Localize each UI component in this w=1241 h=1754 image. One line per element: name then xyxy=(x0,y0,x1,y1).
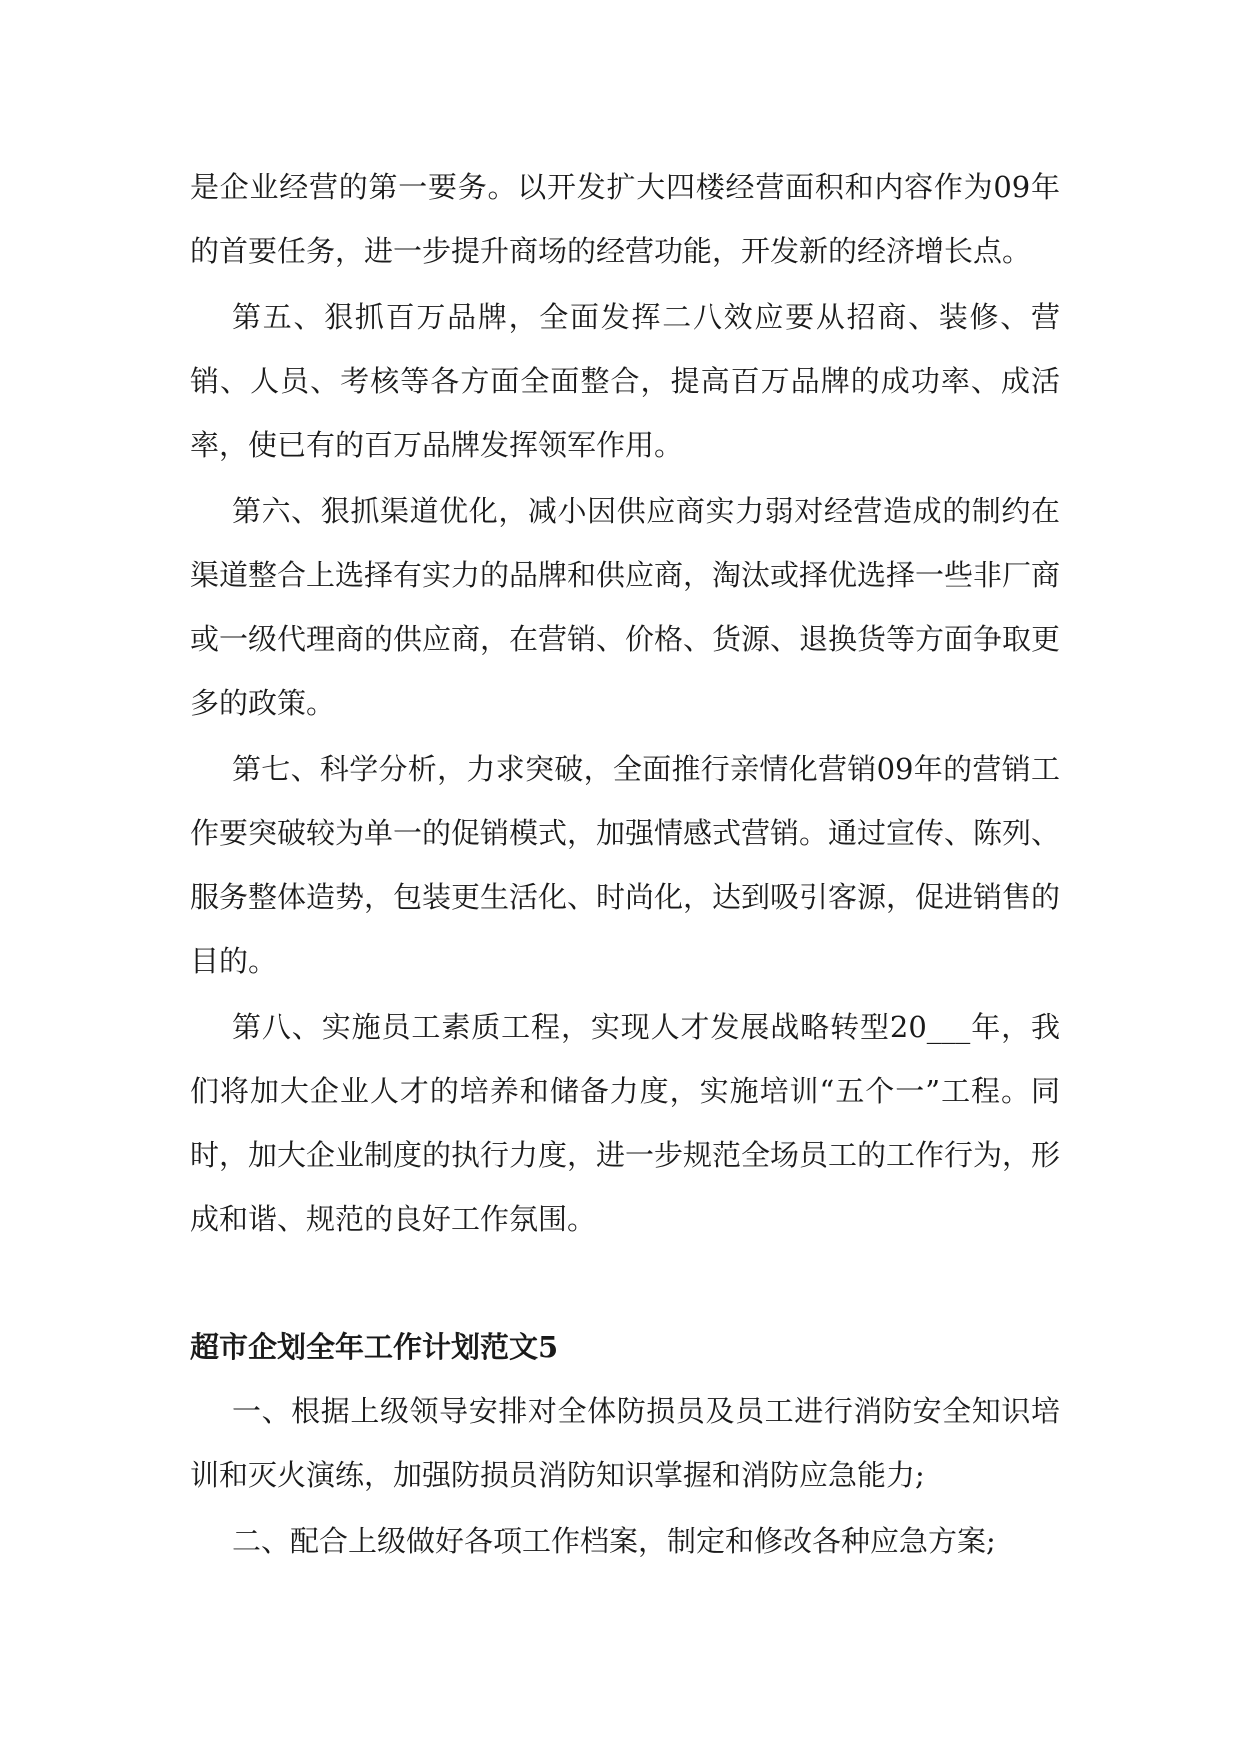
paragraph-item-seven: 第七、科学分析，力求突破，全面推行亲情化营销09年的营销工作要突破较为单一的促销模式，加强情感式营销。通过宣传、陈列、服务整体造势，包装更生活化、时尚化，达到吸引客源，促进销售的目的。 xyxy=(190,752,1061,978)
paragraph-item-one: 一、根据上级领导安排对全体防损员及员工进行消防安全知识培训和灭火演练，加强防损员消防知识掌握和消防应急能力; xyxy=(190,1394,1060,1492)
paragraph-continuation: 是企业经营的第一要务。以开发扩大四楼经营面积和内容作为09年的首要任务，进一步提升商场的经营功能，开发新的经济增长点。 xyxy=(190,170,1060,268)
paragraph-item-five: 第五、狠抓百万品牌，全面发挥二八效应要从招商、装修、营销、人员、考核等各方面全面整合，提高百万品牌的成功率、成活率，使已有的百万品牌发挥领军作用。 xyxy=(190,300,1060,462)
paragraph-item-six: 第六、狠抓渠道优化，减小因供应商实力弱对经营造成的制约在渠道整合上选择有实力的品牌和供应商，淘汰或择优选择一些非厂商或一级代理商的供应商，在营销、价格、货源、退换货等方面争取更多的政策。 xyxy=(190,494,1061,720)
section-title: 超市企划全年工作计划范文5 xyxy=(190,1330,559,1364)
paragraph-item-two: 二、配合上级做好各项工作档案，制定和修改各种应急方案; xyxy=(232,1524,996,1558)
document-page xyxy=(190,155,1060,1573)
paragraph-item-eight: 第八、实施员工素质工程，实现人才发展战略转型20___年，我们将加大企业人才的培养和储备力度，实施培训“五个一”工程。同时，加大企业制度的执行力度，进一步规范全场员工的工作行为，形成和谐、规范的良好工作氛围。 xyxy=(190,1010,1061,1236)
